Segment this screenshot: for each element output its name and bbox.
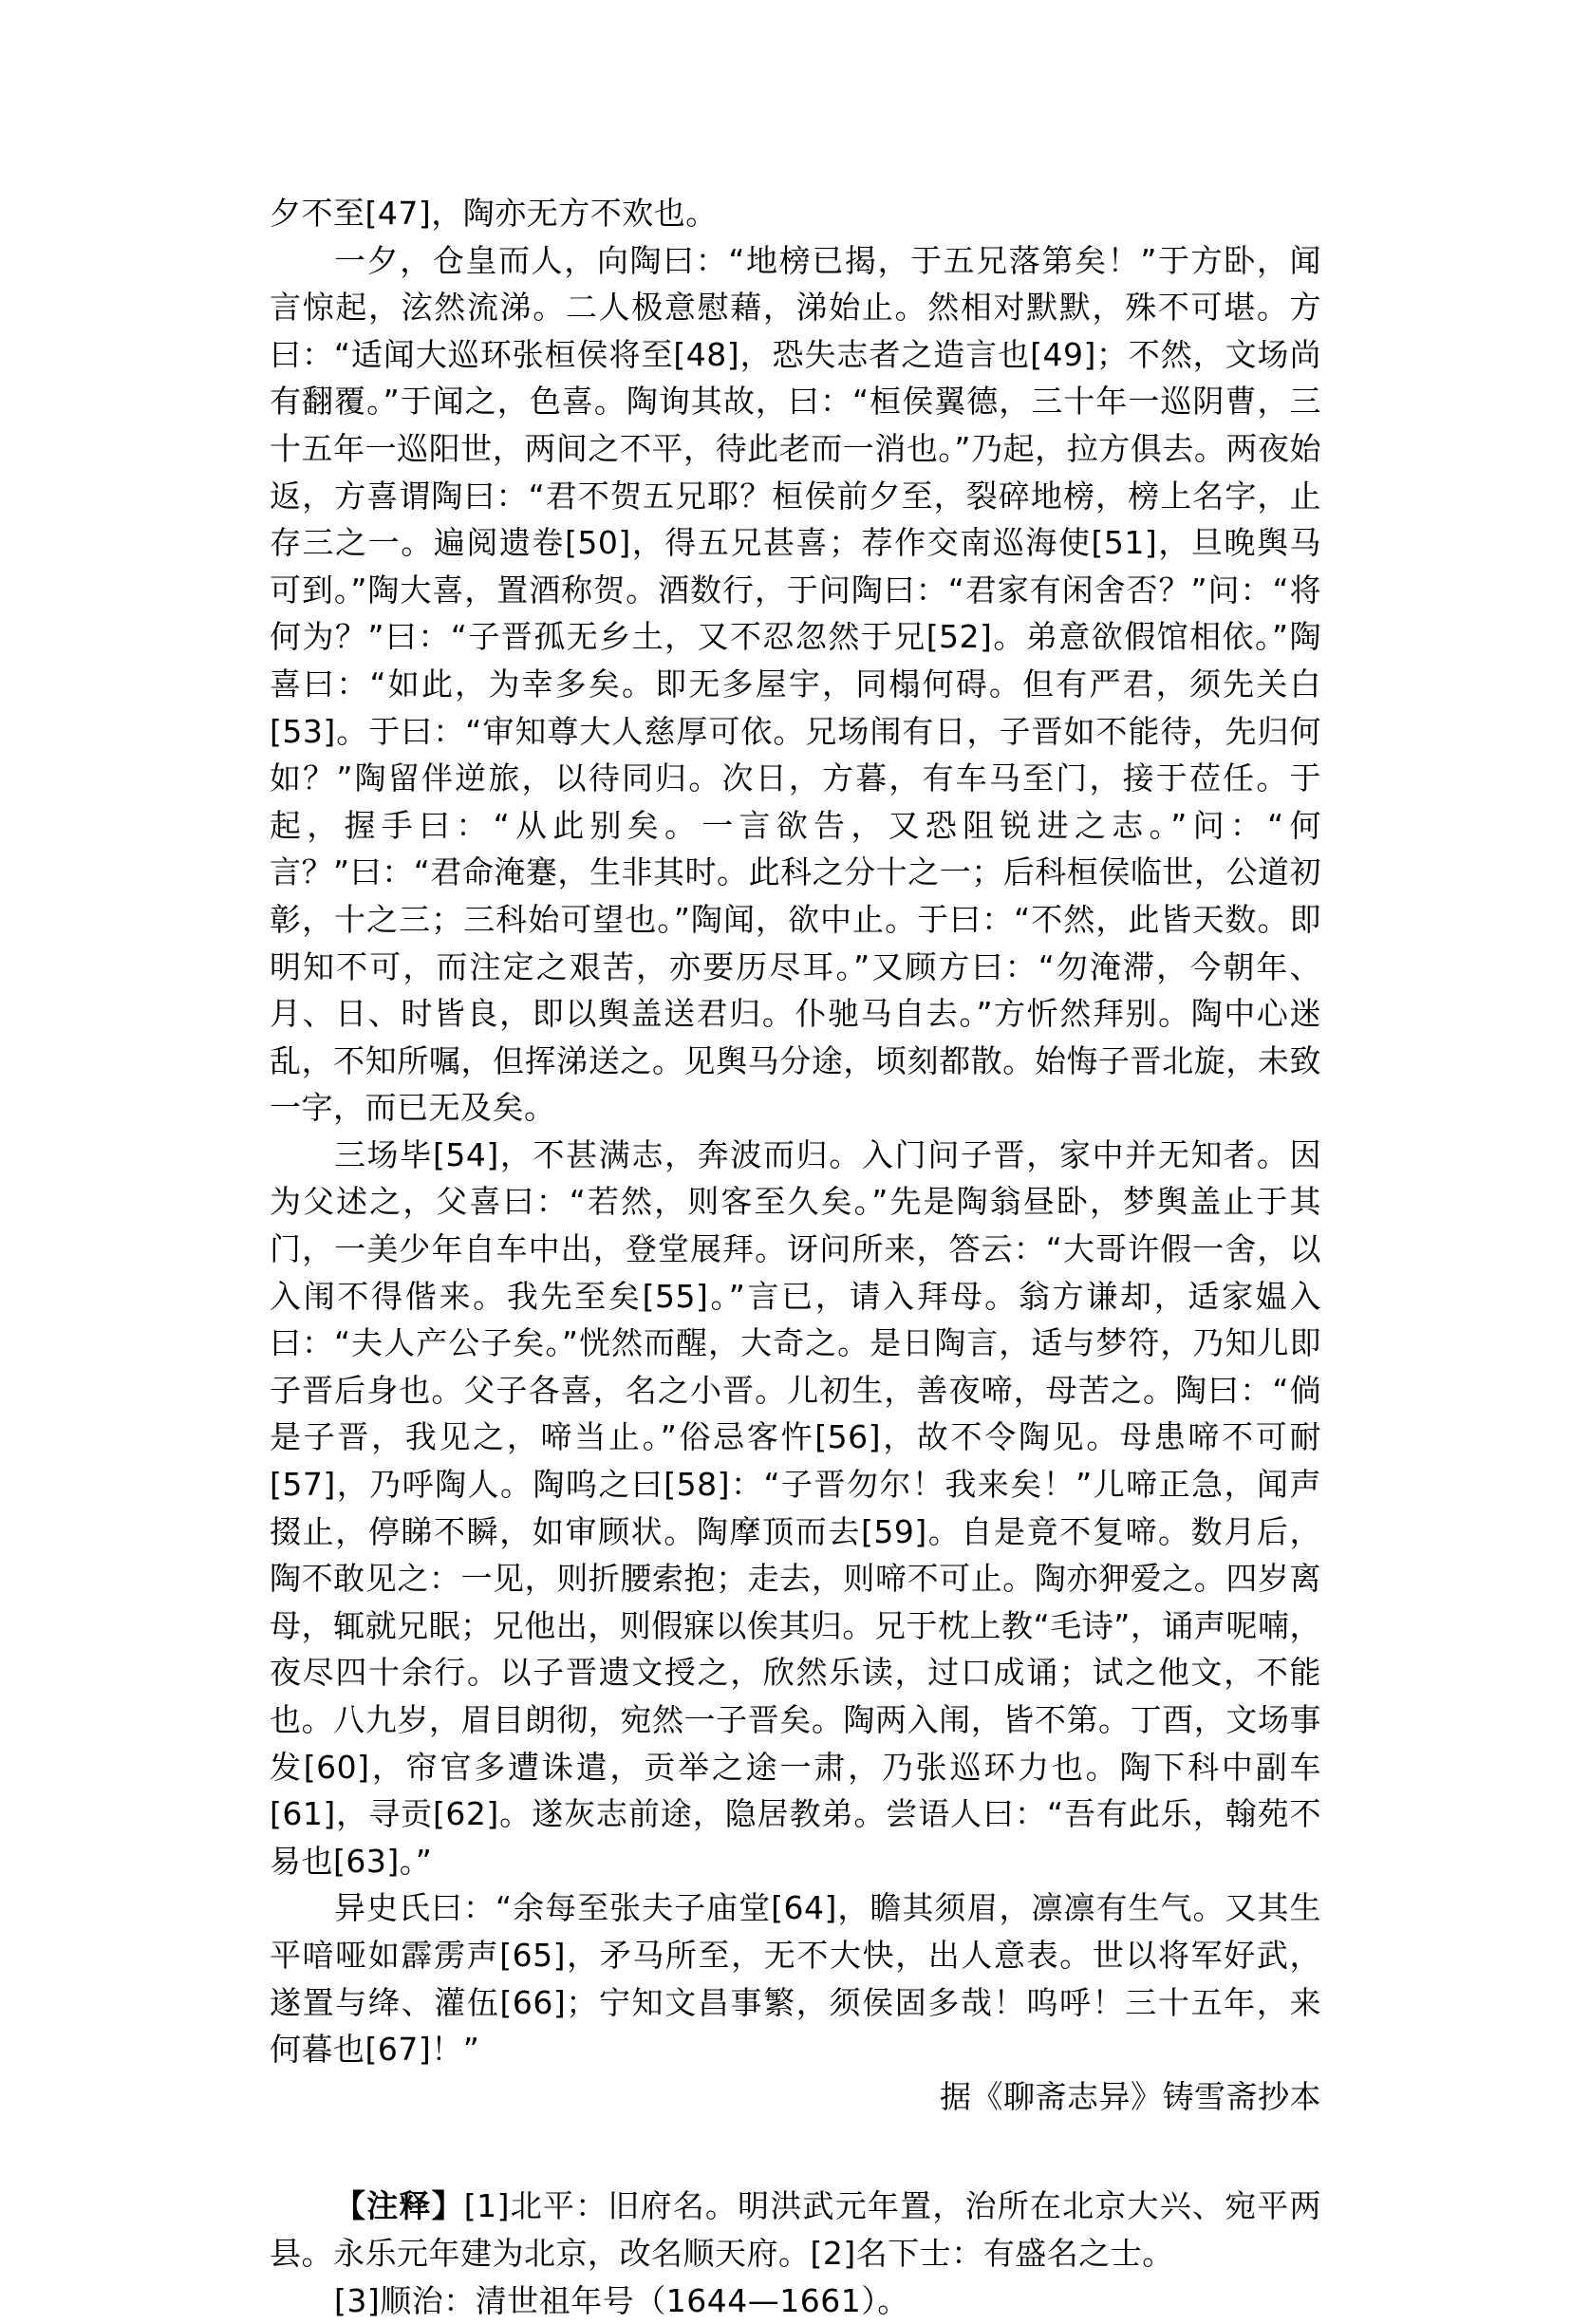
document-page (270, 190, 1321, 2324)
paragraph-commentary: 异史氏曰：“余每至张夫子庙堂[64]，瞻其须眉，凛凛有生气。又其生平喑哑如霹雳声[65]，矛马所至，无不大快，出人意表。世以将军好武，遂置与绛、灌伍[66]；宁知文昌事繁，须侯固多哉！呜呼！三十五年，来何暮也[67]！” (270, 1889, 1321, 2069)
notes-text-1: [1]北平：旧府名。明洪武元年置，治所在北京大兴、宛平两县。永乐元年建为北京，改名顺天府。[2]名下士：有盛名之士。 (270, 2187, 1321, 2272)
paragraph-continuation: 夕不至[47]，陶亦无方不欢也。 (270, 195, 718, 232)
notes-paragraph-1 (270, 2183, 1321, 2277)
notes-paragraph-2: [3]顺治：清世祖年号（1644—1661）。 (334, 2281, 909, 2319)
source-citation: 据《聊斋志异》铸雪斋抄本 (940, 2077, 1321, 2115)
paragraph-story-part-1: 一夕，仓皇而人，向陶曰：“地榜已揭，于五兄落第矣！”于方卧，闻言惊起，泫然流涕。二人极意慰藉，涕始止。然相对默默，殊不可堪。方曰：“适闻大巡环张桓侯将至[48]，恐失志者之造言也[49]；不然，文场尚有翻覆。”于闻之，色喜。陶询其故，曰：“桓侯翼德，三十年一巡阴曹，三十五年一巡阳世，两间之不平，待此老而一消也。”乃起，拉方俱去。两夜始返，方喜谓陶曰：“君不贺五兄耶？桓侯前夕至，裂碎地榜，榜上名字，止存三之一。遍阅遗卷[50]，得五兄甚喜；荐作交南巡海使[51]，旦晚舆马可到。”陶大喜，置酒称贺。酒数行，于问陶曰：“君家有闲舍否？”问：“将何为？”曰：“子晋孤无乡土，又不忍忽然于兄[52]。弟意欲假馆相依。”陶喜曰：“如此，为幸多矣。即无多屋宇，同榻何碍。但有严君，须先关白[53]。于曰：“审知尊大人慈厚可依。兄场闱有日，子晋如不能待，先归何如？”陶留伴逆旅，以待同归。次日，方暮，有车马至门，接于莅任。于起，握手曰：“从此别矣。一言欲告，又恐阻锐进之志。”问：“何言？”曰：“君命淹蹇，生非其时。此科之分十之一；后科桓侯临世，公道初彰，十之三；三科始可望也。”陶闻，欲中止。于曰：“不然，此皆天数。即明知不可，而注定之艰苦，亦要历尽耳。”又顾方曰：“勿淹滞，今朝年、月、日、时皆良，即以舆盖送君归。仆驰马自去。”方忻然拜别。陶中心迷乱，不知所嘱，但挥涕送之。见舆马分途，顷刻都散。始悔子晋北旋，未致一字，而已无及矣。 (270, 241, 1321, 1127)
notes-heading: 【注释】 (334, 2187, 464, 2225)
section-spacer (270, 2120, 1321, 2183)
paragraph-story-part-2: 三场毕[54]，不甚满志，奔波而归。入门问子晋，家中并无知者。因为父述之，父喜曰：“若然，则客至久矣。”先是陶翁昼卧，梦舆盖止于其门，一美少年自车中出，登堂展拜。讶问所来，答云：“大哥许假一舍，以入闱不得偕来。我先至矣[55]。”言已，请入拜母。翁方谦却，适家媪入曰：“夫人产公子矣。”恍然而醒，大奇之。是日陶言，适与梦符，乃知儿即子晋后身也。父子各喜，名之小晋。儿初生，善夜啼，母苦之。陶曰：“倘是子晋，我见之，啼当止。”俗忌客忤[56]，故不令陶见。母患啼不可耐[57]，乃呼陶人。陶呜之曰[58]：“子晋勿尔！我来矣！”儿啼正急，闻声掇止，停睇不瞬，如审顾状。陶摩顶而去[59]。自是竟不复啼。数月后，陶不敢见之：一见，则折腰索抱；走去，则啼不可止。陶亦狎爱之。四岁离母，辄就兄眠；兄他出，则假寐以俟其归。兄于枕上教“毛诗”，诵声呢喃，夜尽四十余行。以子晋遗文授之，欣然乐读，过口成诵；试之他文，不能也。八九岁，眉目朗彻，宛然一子晋矣。陶两入闱，皆不第。丁酉，文场事发[60]，帘官多遭诛遣，贡举之途一肃，乃张巡环力也。陶下科中副车[61]，寻贡[62]。遂灰志前途，隐居教弟。尝语人曰：“吾有此乐，翰苑不易也[63]。” (270, 1135, 1321, 1880)
